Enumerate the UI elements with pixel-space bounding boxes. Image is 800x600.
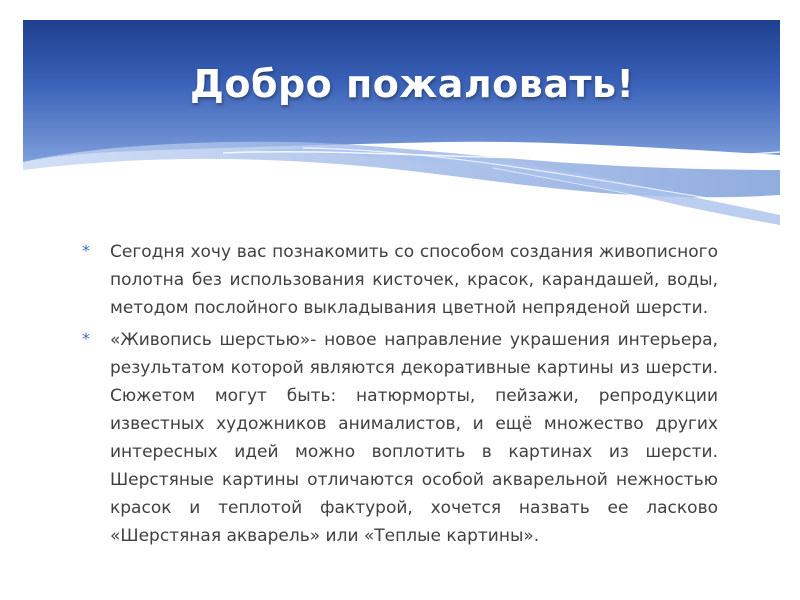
bullet-item xyxy=(82,238,718,322)
bullet-text: «Живопись шерстью»- новое направление украшения интерьера, результатом которой являются декоративные картины из шерсти. Сюжетом могут быть: натюрморты, пейзажи, репродукции известных художников анималистов, и ещё множество других интересных идей можно воплотить в картинах из шерсти. Шерстяные картины отличаются особой акварельной нежностью красок и теплотой фактурой, хочется назвать ее ласково «Шерстяная акварель» или «Теплые картины». xyxy=(110,330,718,546)
bullet-text: Сегодня хочу вас познакомить со способом создания живописного полотна без использования кисточек, красок, карандашей, воды, методом послойного выкладывания цветной непряденой шерсти. xyxy=(110,242,718,318)
asterisk-bullet-icon: * xyxy=(82,241,90,260)
asterisk-bullet-icon: * xyxy=(82,329,90,348)
slide-title: Добро пожаловать! xyxy=(190,62,635,106)
header-wave-banner xyxy=(23,20,780,225)
bullet-list xyxy=(82,238,718,554)
wave-graphic xyxy=(23,20,780,225)
bullet-item xyxy=(82,326,718,550)
